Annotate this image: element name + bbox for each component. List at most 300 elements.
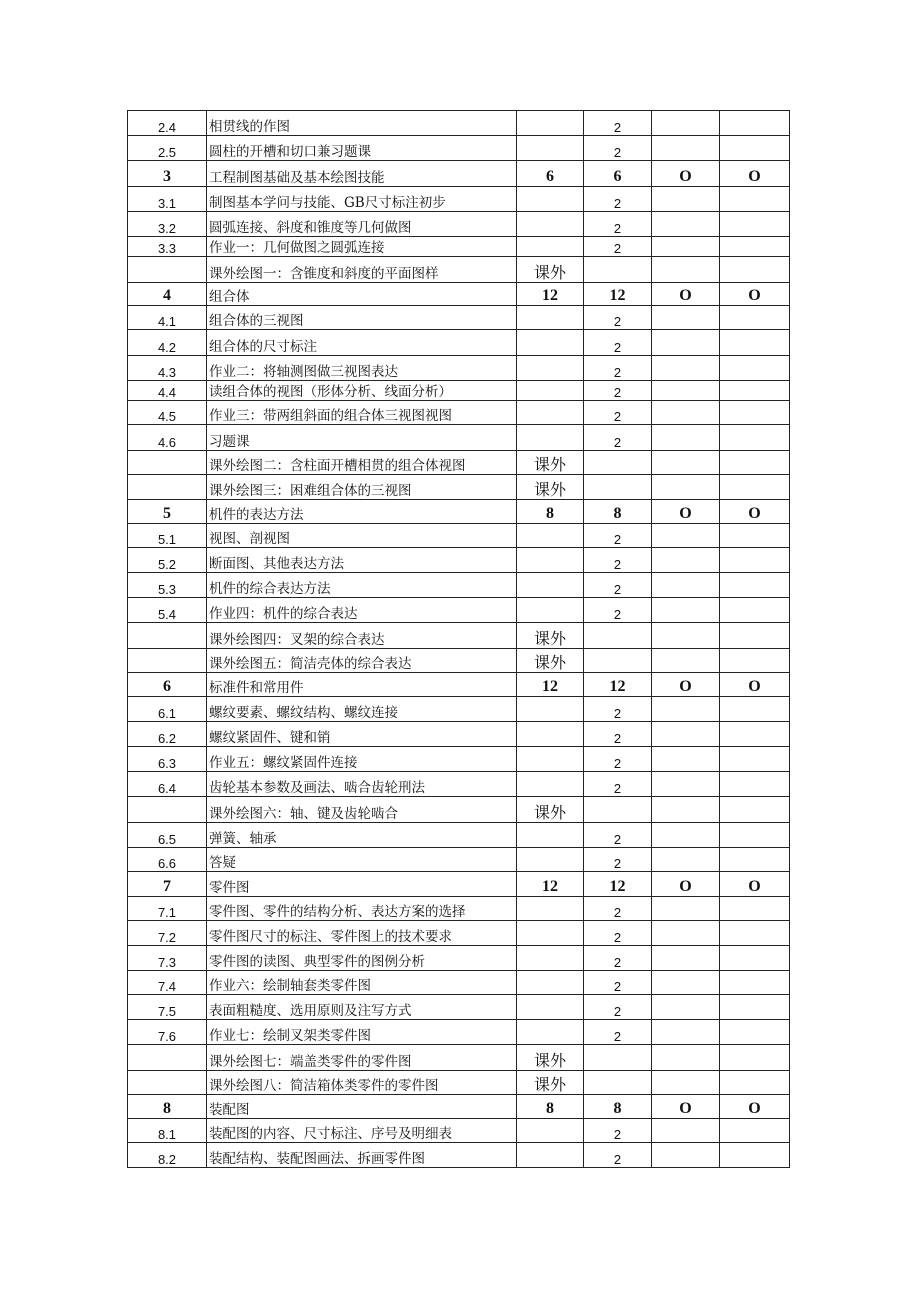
syllabus-table-body <box>128 111 790 1168</box>
row-mark-b: O <box>720 161 790 187</box>
table-row <box>128 897 790 921</box>
row-hours <box>517 598 584 623</box>
row-mark-a <box>652 237 720 257</box>
row-mark-a: O <box>652 283 720 306</box>
row-mark-a <box>652 995 720 1020</box>
row-mark-b <box>720 306 790 330</box>
row-mark-a <box>652 598 720 623</box>
row-mark-b <box>720 623 790 649</box>
row-title: 圆弧连接、斜度和锥度等几何做图 <box>207 212 517 237</box>
table-row <box>128 451 790 475</box>
row-credit: 8 <box>584 1095 652 1119</box>
row-credit: 2 <box>584 548 652 573</box>
row-title: 圆柱的开槽和切口兼习题课 <box>207 136 517 161</box>
row-number: 3.2 <box>128 212 207 237</box>
row-mark-b <box>720 330 790 356</box>
row-title: 零件图的读图、典型零件的图例分析 <box>207 946 517 971</box>
row-title: 机件的综合表达方法 <box>207 573 517 598</box>
row-title: 组合体的尺寸标注 <box>207 330 517 356</box>
table-row <box>128 257 790 283</box>
row-hours <box>517 381 584 401</box>
row-mark-a <box>652 1045 720 1071</box>
row-mark-a <box>652 897 720 921</box>
row-mark-b <box>720 524 790 548</box>
row-mark-a <box>652 623 720 649</box>
row-mark-b <box>720 573 790 598</box>
row-title: 作业七：绘制叉架类零件图 <box>207 1020 517 1045</box>
row-mark-b <box>720 1045 790 1071</box>
row-title: 螺纹紧固件、键和销 <box>207 722 517 747</box>
row-number: 4.3 <box>128 356 207 381</box>
row-mark-b <box>720 187 790 212</box>
row-hours <box>517 524 584 548</box>
row-mark-b <box>720 1143 790 1168</box>
row-mark-b <box>720 697 790 722</box>
table-row <box>128 425 790 451</box>
row-mark-a <box>652 381 720 401</box>
row-number: 7.2 <box>128 921 207 946</box>
row-mark-a <box>652 425 720 451</box>
table-row <box>128 237 790 257</box>
row-title: 齿轮基本参数及画法、啮合齿轮刑法 <box>207 772 517 797</box>
row-credit: 2 <box>584 823 652 848</box>
table-row <box>128 697 790 722</box>
row-number: 8.1 <box>128 1119 207 1143</box>
row-credit: 12 <box>584 872 652 897</box>
row-mark-b <box>720 747 790 772</box>
chapter-row <box>128 283 790 306</box>
table-row <box>128 381 790 401</box>
row-title: 断面图、其他表达方法 <box>207 548 517 573</box>
row-mark-b <box>720 1119 790 1143</box>
row-title: 课外绘图四：叉架的综合表达 <box>207 623 517 649</box>
row-hours <box>517 548 584 573</box>
row-mark-a <box>652 946 720 971</box>
row-credit: 2 <box>584 1143 652 1168</box>
row-mark-a <box>652 257 720 283</box>
row-mark-a <box>652 401 720 425</box>
row-number: 7.5 <box>128 995 207 1020</box>
row-hours <box>517 573 584 598</box>
row-number: 4.1 <box>128 306 207 330</box>
row-number: 7.6 <box>128 1020 207 1045</box>
row-number: 4.2 <box>128 330 207 356</box>
row-credit: 2 <box>584 381 652 401</box>
row-hours <box>517 425 584 451</box>
row-mark-b: O <box>720 673 790 697</box>
row-number: 5.3 <box>128 573 207 598</box>
table-row <box>128 1071 790 1095</box>
row-title: 课外绘图八：简洁箱体类零件的零件图 <box>207 1071 517 1095</box>
chapter-row <box>128 872 790 897</box>
row-credit: 2 <box>584 306 652 330</box>
row-number: 7.3 <box>128 946 207 971</box>
row-title: 装配图 <box>207 1095 517 1119</box>
chapter-row <box>128 673 790 697</box>
table-row <box>128 971 790 995</box>
table-row <box>128 1119 790 1143</box>
row-number: 7.4 <box>128 971 207 995</box>
row-hours <box>517 330 584 356</box>
row-mark-a <box>652 187 720 212</box>
row-mark-b <box>720 451 790 475</box>
row-hours <box>517 136 584 161</box>
row-hours: 课外 <box>517 451 584 475</box>
row-hours <box>517 995 584 1020</box>
row-mark-b <box>720 995 790 1020</box>
row-mark-a <box>652 722 720 747</box>
row-credit: 12 <box>584 673 652 697</box>
table-row <box>128 573 790 598</box>
row-credit: 2 <box>584 897 652 921</box>
row-mark-b <box>720 772 790 797</box>
row-mark-a <box>652 111 720 136</box>
row-mark-b <box>720 401 790 425</box>
row-title: 视图、剖视图 <box>207 524 517 548</box>
row-title: 相贯线的作图 <box>207 111 517 136</box>
row-hours <box>517 747 584 772</box>
row-number: 5.1 <box>128 524 207 548</box>
row-mark-a <box>652 1143 720 1168</box>
row-mark-a <box>652 772 720 797</box>
row-title: 课外绘图三：困难组合体的三视图 <box>207 475 517 500</box>
row-mark-a <box>652 921 720 946</box>
row-number: 3.1 <box>128 187 207 212</box>
row-title: 表面粗糙度、选用原则及注写方式 <box>207 995 517 1020</box>
row-hours: 课外 <box>517 649 584 673</box>
row-number: 6.3 <box>128 747 207 772</box>
row-number: 5 <box>128 500 207 524</box>
table-row <box>128 772 790 797</box>
row-credit: 2 <box>584 971 652 995</box>
row-number <box>128 1045 207 1071</box>
row-credit: 6 <box>584 161 652 187</box>
row-mark-b <box>720 111 790 136</box>
row-title: 组合体 <box>207 283 517 306</box>
row-hours <box>517 946 584 971</box>
row-credit: 2 <box>584 598 652 623</box>
row-mark-b <box>720 356 790 381</box>
row-title: 机件的表达方法 <box>207 500 517 524</box>
row-hours: 12 <box>517 673 584 697</box>
row-hours: 课外 <box>517 797 584 823</box>
row-mark-b: O <box>720 1095 790 1119</box>
table-row <box>128 111 790 136</box>
row-hours: 课外 <box>517 623 584 649</box>
row-hours: 8 <box>517 500 584 524</box>
row-number: 5.4 <box>128 598 207 623</box>
row-number: 3 <box>128 161 207 187</box>
row-title: 螺纹要素、螺纹结构、螺纹连接 <box>207 697 517 722</box>
row-number: 6.1 <box>128 697 207 722</box>
row-number: 7.1 <box>128 897 207 921</box>
row-number: 6.5 <box>128 823 207 848</box>
row-credit: 2 <box>584 187 652 212</box>
row-hours <box>517 697 584 722</box>
row-mark-a <box>652 697 720 722</box>
row-title: 作业三：带两组斜面的组合体三视图视图 <box>207 401 517 425</box>
row-credit: 2 <box>584 995 652 1020</box>
row-mark-b: O <box>720 872 790 897</box>
row-credit: 8 <box>584 500 652 524</box>
row-title: 答疑 <box>207 848 517 872</box>
table-row <box>128 623 790 649</box>
row-number: 8.2 <box>128 1143 207 1168</box>
row-mark-b <box>720 381 790 401</box>
row-mark-b <box>720 897 790 921</box>
row-hours <box>517 401 584 425</box>
row-hours <box>517 921 584 946</box>
table-row <box>128 401 790 425</box>
row-number: 6.4 <box>128 772 207 797</box>
chapter-row <box>128 500 790 524</box>
table-row <box>128 747 790 772</box>
row-mark-b <box>720 946 790 971</box>
row-number <box>128 797 207 823</box>
row-title: 作业六：绘制轴套类零件图 <box>207 971 517 995</box>
row-title: 装配图的内容、尺寸标注、序号及明细表 <box>207 1119 517 1143</box>
table-row <box>128 598 790 623</box>
row-number <box>128 1071 207 1095</box>
row-mark-a <box>652 971 720 995</box>
row-mark-a: O <box>652 872 720 897</box>
row-credit: 2 <box>584 573 652 598</box>
table-row <box>128 797 790 823</box>
row-mark-b <box>720 649 790 673</box>
row-credit <box>584 649 652 673</box>
row-credit: 2 <box>584 1020 652 1045</box>
table-row <box>128 1020 790 1045</box>
row-hours: 12 <box>517 283 584 306</box>
row-mark-b <box>720 257 790 283</box>
row-hours: 课外 <box>517 1045 584 1071</box>
row-mark-a <box>652 848 720 872</box>
table-row <box>128 136 790 161</box>
row-hours <box>517 111 584 136</box>
row-mark-b <box>720 921 790 946</box>
row-credit <box>584 797 652 823</box>
row-hours <box>517 212 584 237</box>
row-hours <box>517 187 584 212</box>
row-mark-a <box>652 1071 720 1095</box>
table-row <box>128 548 790 573</box>
row-number: 4 <box>128 283 207 306</box>
row-number: 7 <box>128 872 207 897</box>
syllabus-table <box>127 110 790 1168</box>
row-hours <box>517 1020 584 1045</box>
table-row <box>128 306 790 330</box>
row-mark-a <box>652 451 720 475</box>
row-credit: 2 <box>584 356 652 381</box>
row-mark-b <box>720 475 790 500</box>
row-mark-b <box>720 1071 790 1095</box>
table-row <box>128 1143 790 1168</box>
row-title: 标准件和常用件 <box>207 673 517 697</box>
table-row <box>128 187 790 212</box>
table-row <box>128 524 790 548</box>
chapter-row <box>128 1095 790 1119</box>
row-credit: 2 <box>584 772 652 797</box>
row-credit: 2 <box>584 212 652 237</box>
row-mark-b <box>720 237 790 257</box>
row-credit <box>584 623 652 649</box>
row-credit: 2 <box>584 401 652 425</box>
row-credit: 2 <box>584 425 652 451</box>
row-mark-a <box>652 330 720 356</box>
row-credit <box>584 1045 652 1071</box>
row-mark-a <box>652 1020 720 1045</box>
row-number: 3.3 <box>128 237 207 257</box>
row-mark-a <box>652 475 720 500</box>
row-mark-a <box>652 356 720 381</box>
table-row <box>128 649 790 673</box>
row-number <box>128 475 207 500</box>
row-title: 读组合体的视图（形体分析、线面分析） <box>207 381 517 401</box>
table-row <box>128 722 790 747</box>
row-number: 4.5 <box>128 401 207 425</box>
row-hours: 课外 <box>517 1071 584 1095</box>
row-mark-b <box>720 722 790 747</box>
row-mark-b <box>720 797 790 823</box>
row-title: 弹簧、轴承 <box>207 823 517 848</box>
row-credit: 2 <box>584 697 652 722</box>
row-title: 制图基本学问与技能、GB尺寸标注初步 <box>207 187 517 212</box>
row-mark-b <box>720 1020 790 1045</box>
row-credit: 2 <box>584 136 652 161</box>
row-credit <box>584 475 652 500</box>
table-row <box>128 823 790 848</box>
row-hours <box>517 306 584 330</box>
row-mark-a <box>652 306 720 330</box>
row-mark-a: O <box>652 1095 720 1119</box>
row-credit: 2 <box>584 237 652 257</box>
row-mark-b: O <box>720 500 790 524</box>
row-mark-b: O <box>720 283 790 306</box>
row-hours <box>517 848 584 872</box>
row-mark-b <box>720 598 790 623</box>
row-number: 6.2 <box>128 722 207 747</box>
row-title: 装配结构、装配图画法、拆画零件图 <box>207 1143 517 1168</box>
row-mark-a <box>652 797 720 823</box>
row-mark-a <box>652 212 720 237</box>
row-title: 课外绘图一：含锥度和斜度的平面图样 <box>207 257 517 283</box>
row-mark-a <box>652 747 720 772</box>
table-row <box>128 1045 790 1071</box>
chapter-row <box>128 161 790 187</box>
row-hours <box>517 237 584 257</box>
row-credit: 2 <box>584 921 652 946</box>
row-hours <box>517 1119 584 1143</box>
row-number <box>128 649 207 673</box>
row-number: 4.6 <box>128 425 207 451</box>
row-number: 5.2 <box>128 548 207 573</box>
row-hours: 6 <box>517 161 584 187</box>
row-title: 作业一：几何做图之圆弧连接 <box>207 237 517 257</box>
table-row <box>128 475 790 500</box>
row-title: 课外绘图六：轴、键及齿轮啮合 <box>207 797 517 823</box>
row-mark-b <box>720 971 790 995</box>
row-hours <box>517 897 584 921</box>
table-row <box>128 356 790 381</box>
row-title: 课外绘图七：端盖类零件的零件图 <box>207 1045 517 1071</box>
row-hours <box>517 971 584 995</box>
row-title: 习题课 <box>207 425 517 451</box>
table-row <box>128 212 790 237</box>
table-row <box>128 946 790 971</box>
row-credit <box>584 451 652 475</box>
row-credit: 2 <box>584 747 652 772</box>
row-mark-b <box>720 848 790 872</box>
row-credit: 12 <box>584 283 652 306</box>
row-mark-b <box>720 548 790 573</box>
row-credit: 2 <box>584 330 652 356</box>
row-mark-a <box>652 136 720 161</box>
row-hours <box>517 722 584 747</box>
row-mark-b <box>720 823 790 848</box>
row-mark-b <box>720 425 790 451</box>
row-hours <box>517 772 584 797</box>
row-title: 课外绘图五：简洁壳体的综合表达 <box>207 649 517 673</box>
table-row <box>128 921 790 946</box>
row-mark-a <box>652 823 720 848</box>
row-title: 作业二：将轴测图做三视图表达 <box>207 356 517 381</box>
row-mark-a <box>652 1119 720 1143</box>
row-number <box>128 451 207 475</box>
row-mark-a: O <box>652 500 720 524</box>
row-title: 零件图、零件的结构分析、表达方案的选择 <box>207 897 517 921</box>
row-mark-a <box>652 649 720 673</box>
row-hours: 8 <box>517 1095 584 1119</box>
row-title: 课外绘图二：含柱面开槽相贯的组合体视图 <box>207 451 517 475</box>
row-number: 8 <box>128 1095 207 1119</box>
table-row <box>128 995 790 1020</box>
row-number <box>128 257 207 283</box>
row-hours <box>517 356 584 381</box>
row-hours: 12 <box>517 872 584 897</box>
row-credit: 2 <box>584 946 652 971</box>
row-number: 2.4 <box>128 111 207 136</box>
row-number <box>128 623 207 649</box>
row-mark-b <box>720 136 790 161</box>
row-mark-a <box>652 524 720 548</box>
row-title: 作业五：螺纹紧固件连接 <box>207 747 517 772</box>
row-hours <box>517 823 584 848</box>
row-credit <box>584 1071 652 1095</box>
row-hours: 课外 <box>517 257 584 283</box>
row-hours: 课外 <box>517 475 584 500</box>
table-row <box>128 330 790 356</box>
row-credit: 2 <box>584 111 652 136</box>
row-number: 6.6 <box>128 848 207 872</box>
row-credit: 2 <box>584 722 652 747</box>
row-mark-a: O <box>652 673 720 697</box>
row-mark-b <box>720 212 790 237</box>
row-title: 作业四：机件的综合表达 <box>207 598 517 623</box>
row-mark-a <box>652 548 720 573</box>
row-number: 2.5 <box>128 136 207 161</box>
row-mark-a: O <box>652 161 720 187</box>
row-credit: 2 <box>584 848 652 872</box>
row-number: 6 <box>128 673 207 697</box>
table-row <box>128 848 790 872</box>
row-title: 工程制图基础及基本绘图技能 <box>207 161 517 187</box>
row-hours <box>517 1143 584 1168</box>
row-title: 组合体的三视图 <box>207 306 517 330</box>
row-credit: 2 <box>584 524 652 548</box>
row-title: 零件图 <box>207 872 517 897</box>
row-number: 4.4 <box>128 381 207 401</box>
row-mark-a <box>652 573 720 598</box>
